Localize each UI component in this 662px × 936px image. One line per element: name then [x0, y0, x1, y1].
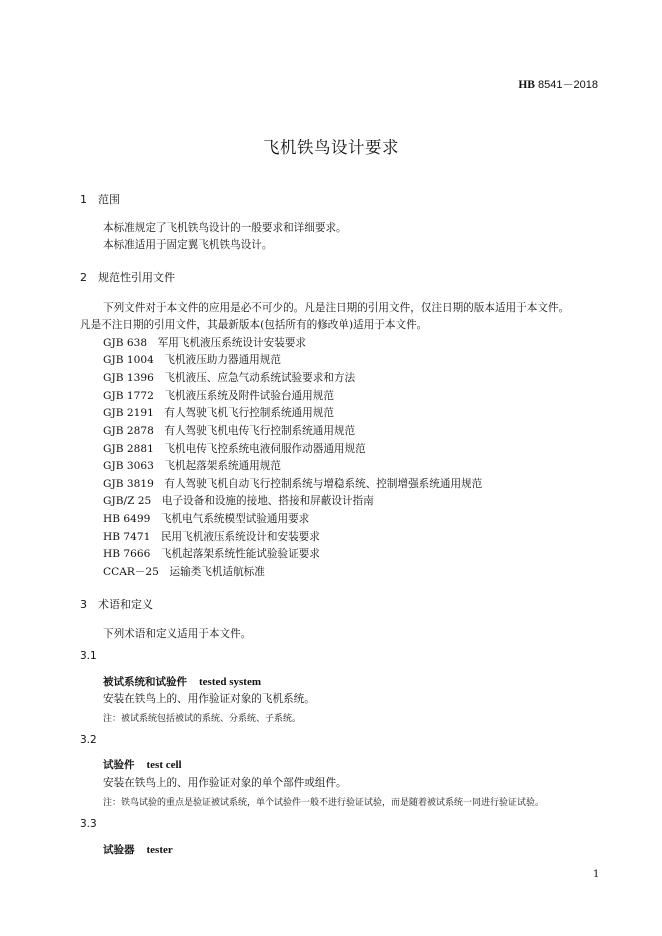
- term-chinese: 被试系统和试验件: [103, 676, 187, 688]
- reference-code: GJB 1772: [103, 390, 154, 402]
- term-english: tester: [146, 844, 173, 856]
- reference-item: [103, 441, 366, 456]
- section-title: 范围: [98, 193, 120, 206]
- reference-code: HB 7471: [103, 531, 151, 543]
- reference-title: 有人驾驶飞机自动飞行控制系统与增稳系统、控制增强系统通用规范: [164, 478, 483, 490]
- reference-title: 民用飞机液压系统设计和安装要求: [160, 531, 320, 543]
- reference-code: CCAR－25: [103, 566, 159, 578]
- term-number: 3.2: [80, 734, 97, 746]
- reference-title: 有人驾驶飞机电传飞行控制系统通用规范: [164, 425, 356, 437]
- section-3-heading: [80, 596, 153, 612]
- section-1-heading: [80, 191, 120, 207]
- reference-code: GJB 638: [103, 337, 148, 349]
- reference-item: [103, 476, 482, 491]
- paragraph: 凡是不注日期的引用文件，其最新版本(包括所有的修改单)适用于本文件。: [80, 319, 428, 331]
- reference-item: [103, 370, 355, 385]
- document-code-number: 8541－2018: [538, 79, 598, 91]
- reference-code: GJB 2881: [103, 443, 154, 455]
- reference-item: [103, 529, 320, 544]
- reference-code: HB 7666: [103, 548, 151, 560]
- reference-item: [103, 458, 281, 473]
- term-note: 注：被试系统包括被试的系统、分系统、子系统。: [103, 714, 302, 724]
- section-title: 术语和定义: [98, 598, 153, 611]
- reference-item: [103, 388, 334, 403]
- reference-item: [103, 423, 355, 438]
- reference-item: [103, 546, 320, 561]
- paragraph: 本标准适用于固定翼飞机铁鸟设计。: [103, 239, 273, 251]
- reference-title: 运输类飞机适航标准: [169, 566, 265, 578]
- term-heading: [103, 674, 261, 689]
- paragraph: 下列文件对于本文件的应用是必不可少的。凡是注日期的引用文件，仅注日期的版本适用于本文件。: [103, 302, 570, 314]
- reference-item: [103, 335, 306, 350]
- reference-code: GJB 2878: [103, 425, 154, 437]
- reference-code: GJB 1396: [103, 372, 154, 384]
- reference-title: 飞机起落架系统性能试验验证要求: [160, 548, 320, 560]
- term-heading: [103, 842, 173, 857]
- reference-title: 飞机起落架系统通用规范: [164, 460, 281, 472]
- document-code-prefix: HB: [518, 79, 535, 91]
- reference-title: 飞机电气系统模型试验通用要求: [160, 513, 310, 525]
- term-number: 3.3: [80, 818, 97, 830]
- reference-code: GJB 3063: [103, 460, 154, 472]
- reference-item: [103, 405, 334, 420]
- reference-item: [103, 352, 281, 367]
- term-note: 注：铁鸟试验的重点是验证被试系统，单个试验件一般不进行验证试验，而是随着被试系统一同进行验证试验。: [103, 798, 545, 808]
- term-definition: 安装在铁鸟上的、用作验证对象的单个部件或组件。: [103, 777, 347, 789]
- reference-code: GJB 2191: [103, 407, 154, 419]
- reference-title: 军用飞机液压系统设计安装要求: [157, 337, 306, 349]
- reference-title: 电子设备和设施的接地、搭接和屏蔽设计指南: [161, 495, 374, 507]
- reference-title: 飞机电传飞控系统电液伺服作动器通用规范: [164, 443, 366, 455]
- document-code: [518, 76, 598, 92]
- reference-item: [103, 493, 374, 508]
- term-english: test cell: [146, 759, 182, 771]
- term-english: tested system: [199, 676, 262, 688]
- reference-code: GJB/Z 25: [103, 495, 152, 507]
- reference-title: 飞机液压助力器通用规范: [164, 354, 281, 366]
- reference-title: 飞机液压系统及附件试验台通用规范: [164, 390, 334, 402]
- term-chinese: 试验器: [103, 844, 135, 856]
- reference-code: GJB 1004: [103, 354, 154, 366]
- document-title: 飞机铁鸟设计要求: [263, 138, 399, 157]
- page-number: 1: [593, 869, 600, 880]
- section-number: 3: [80, 598, 87, 611]
- section-number: 2: [80, 271, 87, 284]
- term-chinese: 试验件: [103, 759, 135, 771]
- reference-title: 有人驾驶飞机飞行控制系统通用规范: [164, 407, 334, 419]
- reference-item: [103, 564, 265, 579]
- reference-item: [103, 511, 309, 526]
- section-number: 1: [80, 193, 87, 206]
- term-number: 3.1: [80, 650, 97, 662]
- term-definition: 安装在铁鸟上的、用作验证对象的飞机系统。: [103, 693, 315, 705]
- reference-title: 飞机液压、应急气动系统试验要求和方法: [164, 372, 356, 384]
- paragraph: 本标准规定了飞机铁鸟设计的一般要求和详细要求。: [103, 222, 347, 234]
- section-2-heading: [80, 269, 175, 285]
- reference-code: HB 6499: [103, 513, 151, 525]
- reference-code: GJB 3819: [103, 478, 154, 490]
- term-heading: [103, 757, 182, 772]
- section-title: 规范性引用文件: [98, 271, 175, 284]
- paragraph: 下列术语和定义适用于本文件。: [103, 628, 252, 640]
